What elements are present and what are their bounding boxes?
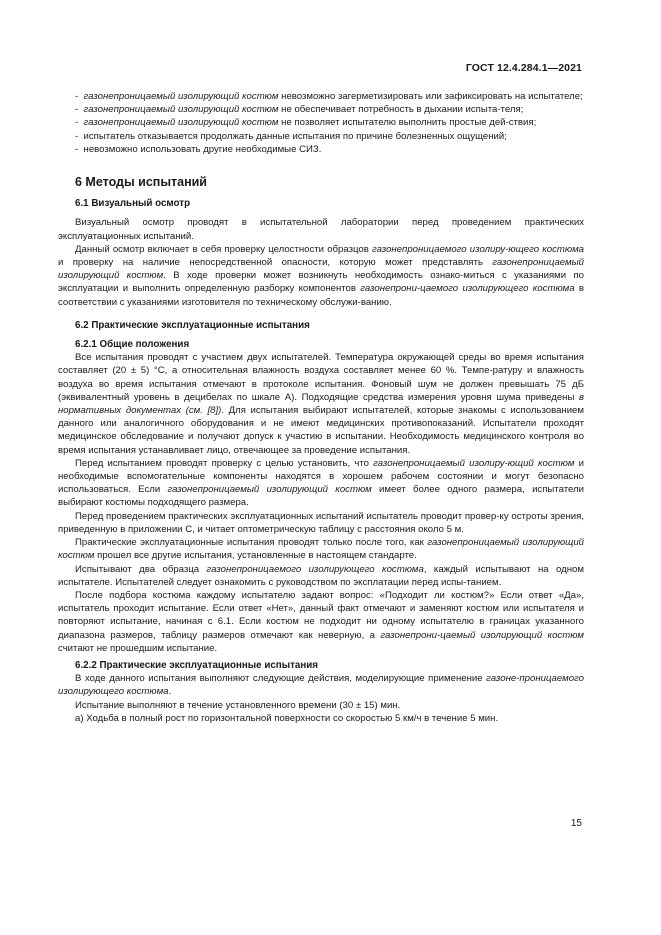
list-item-text: невозможно использовать другие необходимые СИЗ.: [83, 143, 322, 155]
list-item-text: испытатель отказывается продолжать данные испытания по причине болезненных ощущений;: [83, 130, 507, 142]
doc-header-code: ГОСТ 12.4.284.1—2021: [465, 62, 582, 74]
paragraph: После подбора костюма каждому испытателю задают вопрос: «Подходит ли костюм?» Если ответ «Да», испытатель проходит испытание. Если ответ «Нет», данный факт отмечают и заменяют костюм или испытателя и повторяют испытание, начиная с 6.1. Если костюм не подходит ни одному испытателю в границах указанного диапазона размеров, таблицу размеров отмечают как неверную, а газонепрони-цаемый изолирующий костюм считают не прошедшим испытание.: [58, 589, 584, 654]
list-item-text: невозможно загерметизировать или зафиксировать на испытателе;: [278, 91, 583, 102]
paragraph: Практические эксплуатационные испытания проводят только после того, как газонепроницаемый изолирующий костюм прошел все другие испытания, установленные в настоящем стандарте.: [58, 537, 584, 562]
subsubsection-heading: 6.2.1 Общие положения: [75, 339, 190, 351]
list-item: - газонепроницаемый изолирующий костюм не обеспечивает потребность в дыхании испыта-теля;: [75, 104, 524, 116]
paragraph: Испытание выполняют в течение установленного времени (30 ± 15) мин.: [75, 699, 401, 711]
paragraph: Перед проведением практических эксплуатационных испытаний испытатель проводит провер-ку остроты зрения, приведенную в приложении С, и читает оптометрическую таблицу с расстояния около 5 м.: [58, 510, 584, 535]
page-number: 15: [570, 818, 582, 829]
list-item-em: газонепроницаемый изолирующий костюм: [83, 117, 279, 129]
subsubsection-heading: 6.2.2 Практические эксплуатационные испытания: [75, 659, 318, 671]
list-item-em: газонепроницаемый изолирующий костюм: [83, 104, 279, 116]
subsection-heading: 6.1 Визуальный осмотр: [75, 198, 191, 210]
paragraph: Испытывают два образца газонепроницаемого изолирующего костюма, каждый испытывают на одном испытателе. Испытателей следует ознакомить с руководством по эксплатации перед испы-танием.: [58, 563, 584, 588]
list-item-text: не обеспечивает потребность в дыхании испыта-теля;: [278, 104, 524, 116]
list-item-text: не позволяет испытателю выполнить простые дей-ствия;: [278, 117, 537, 129]
subsection-heading: 6.2 Практические эксплуатационные испытания: [75, 319, 310, 331]
paragraph: Визуальный осмотр проводят в испытательной лаборатории перед проведением практических эксплуатационных испытаний.: [58, 217, 584, 242]
list-item: - испытатель отказывается продолжать данные испытания по причине болезненных ощущений;: [75, 130, 507, 142]
paragraph: Перед испытанием проводят проверку с целью установить, что газонепроницаемый изолиру-ющий костюм и необходимые вспомогательные компоненты находятся в хорошем рабочем состоянии и могут безопасно использоваться. Если газонепроницаемый изолирующий костюм имеет более одного размера, испытатели выбирают костюмы подходящего размера.: [58, 457, 585, 509]
section-heading: 6 Методы испытаний: [75, 175, 207, 190]
paragraph: Все испытания проводят с участием двух испытателей. Температура окружающей среды во время испытания составляет (20 ± 5) °С, а относительная влажность воздуха составляет менее 60 %. Темпе-ратуру и влажность воздуха во время испытания отмечают в протоколе испытания. Фоновый шум не должен превышать 75 дБ (эквивалентный уровень в децибелах по шкале А). Подходящие средства измерения уровня шума приведены в нормативных документах (см. [8]). Для испытания выбирают испытателей, которые знакомы с использованием данного или аналогичного оборудования и не имеют медицинских противопоказаний. Испытатели проходят медицинское обследование и получают допуск к участию в испытании. Необходимость медицинского контроля во время испытания устанавливает лицо, отвечающее за проведение испытания.: [58, 352, 584, 456]
paragraph: Данный осмотр включает в себя проверку целостности образцов газонепроницаемого изолиру-ющего костюма и проверку на наличие непосредственной опасности, которую может представлять газонепроницаемый изолирующий костюм. В ходе проверки может возникнуть необходимость ознако-миться с указаниями по эксплуатации и выполнить определенную разборку компонентов газонепрони-цаемого изолирующего костюма в соответствии с указаниями изготовителя по техническому обслужи-ванию.: [58, 243, 585, 308]
list-item: - газонепроницаемый изолирующий костюм невозможно загерметизировать или зафиксировать на испытателе;: [75, 91, 583, 102]
list-item: а) Ходьба в полный рост по горизонтальной поверхности со скоростью 5 км/ч в течение 5 мин.: [75, 712, 499, 724]
list-item: - невозможно использовать другие необходимые СИЗ.: [75, 143, 322, 155]
paragraph: В ходе данного испытания выполняют следующие действия, моделирующие применение газоне-проницаемого изолирующего костюма.: [58, 673, 584, 698]
document-body: [58, 90, 584, 725]
list-item: - газонепроницаемый изолирующий костюм не позволяет испытателю выполнить простые дей-ствия;: [75, 117, 537, 129]
list-item-em: газонепроницаемый изолирующий костюм: [83, 91, 279, 102]
